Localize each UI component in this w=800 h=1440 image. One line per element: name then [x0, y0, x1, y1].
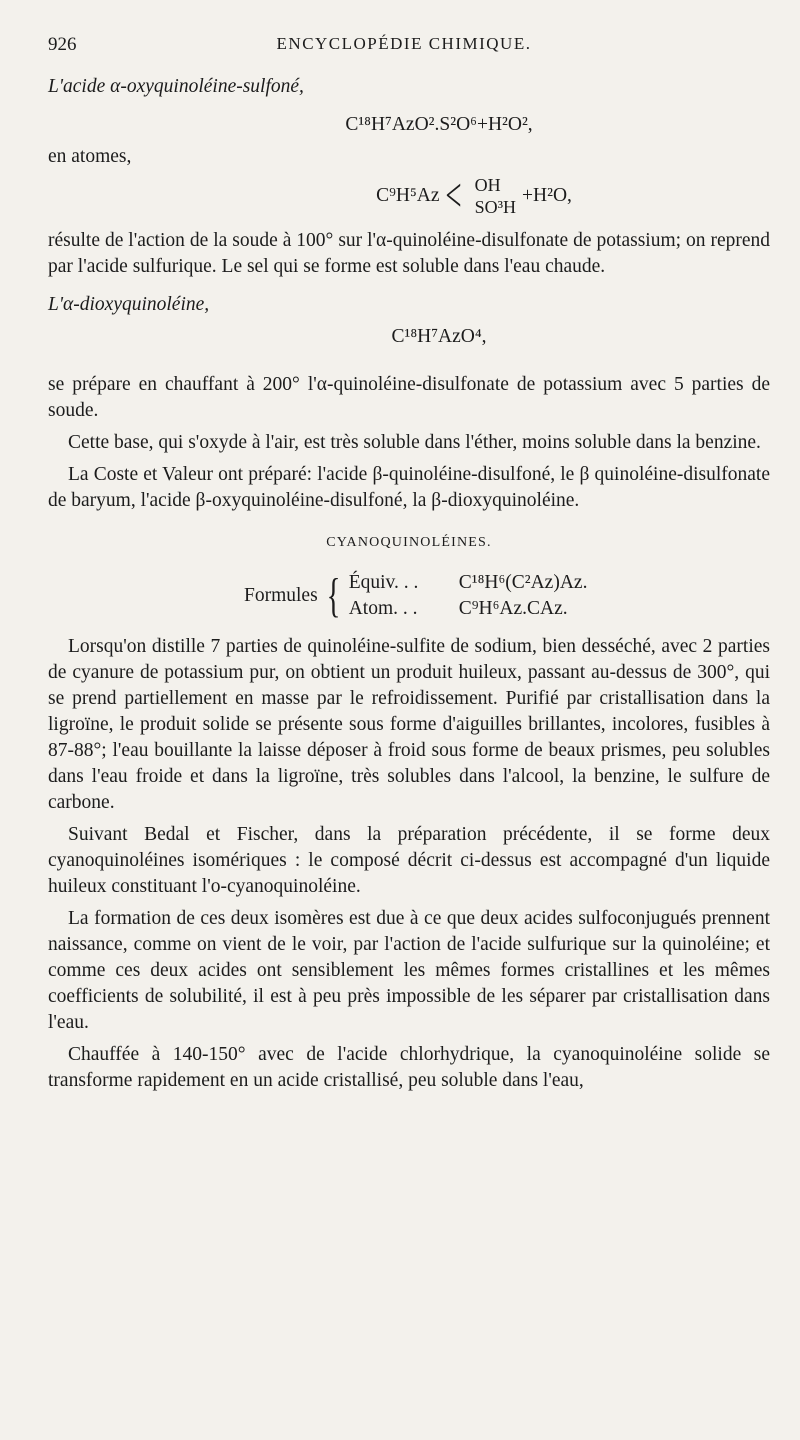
paragraph: La Coste et Valeur ont préparé: l'acide β-quinoléine-disulfoné, le β quinoléine-disulfonate de baryum, l'acide β-oxyquinoléine-disulfoné, la β-dioxyquinoléine. [48, 464, 770, 511]
paragraph: résulte de l'action de la soude à 100° sur l'α-quinoléine-disulfonate de potassium; on reprend par l'acide sulfurique. Le sel qui se forme est soluble dans l'eau chaude. [48, 230, 770, 277]
paragraph: Cette base, qui s'oxyde à l'air, est très soluble dans l'éther, moins soluble dans la benzine. [68, 432, 761, 453]
formula-value: C⁹H⁶Az.CAz. [458, 598, 568, 619]
struct-bottom: SO³H [474, 197, 517, 217]
paragraph: La formation de ces deux isomères est due à ce que deux acides sulfoconjugués prennent naissance, comme on vient de le voir, par l'action de l'acide sulfurique sur la quinoléine; et comme ces deux acides ont sensiblement les mêmes formes cristallines et les mêmes coefficients de solubilité, il est à peu près impossible de les séparer par cristallisation dans l'eau. [48, 908, 770, 1033]
page-header [48, 34, 760, 64]
structural-formula [178, 169, 770, 222]
branch-bracket: < [444, 169, 462, 222]
formula-key: Équiv. . . [348, 572, 419, 593]
paragraph: Suivant Bedal et Fischer, dans la préparation précédente, il se forme deux cyanoquinoléines isomériques : le composé décrit ci-dessus est accompagné d'un liquide huileux constituant l'o-cyanoquinoléine. [48, 824, 770, 897]
formula-row-atom [349, 596, 588, 622]
formules-label: Formules [244, 585, 318, 606]
section-heading-dioxyquinoleine: L'α-dioxyquinoléine, [48, 294, 210, 315]
struct-tail: +H²O, [522, 185, 572, 206]
formula-value: C¹⁸H⁶(C²Az)Az. [458, 572, 588, 593]
formula-row-equiv [349, 570, 588, 596]
paragraph: Chauffée à 140-150° avec de l'acide chlorhydrique, la cyanoquinoléine solide se transforme rapidement en un acide cristallisé, peu soluble dans l'eau, [48, 1044, 770, 1091]
section-title-cyanoquinoleines: CYANOQUINOLÉINES. [326, 535, 492, 550]
struct-branches [475, 174, 516, 218]
page-number: 926 [48, 34, 77, 55]
running-title: ENCYCLOPÉDIE CHIMIQUE. [276, 34, 532, 53]
formules-block [244, 570, 770, 622]
atoms-label: en atomes, [48, 146, 132, 167]
struct-base: C⁹H⁵Az [376, 185, 440, 206]
struct-top: OH [474, 175, 501, 195]
paragraph: se prépare en chauffant à 200° l'α-quinoléine-disulfonate de potassium avec 5 parties de soude. [48, 374, 770, 421]
paragraph: Lorsqu'on distille 7 parties de quinoléine-sulfite de sodium, bien desséché, avec 2 parties de cyanure de potassium pur, on obtient un produit huileux, passant au-dessus de 300°, qui se prend partiellement en masse par le refroidissement. Purifié par cristallisation dans la ligroïne, le produit solide se présente sous forme d'aiguilles brillantes, incolores, fusibles à 87-88°; l'eau bouillante la laisse déposer à froid sous forme de beaux prismes, peu solubles dans l'eau froide et dans la ligroïne, très solubles dans l'alcool, la benzine, le sulfure de carbone. [48, 636, 770, 813]
formula-dioxy: C¹⁸H⁷AzO⁴, [391, 326, 487, 347]
curly-brace: { [326, 569, 341, 622]
formula-equivalents: C¹⁸H⁷AzO².S²O⁶+H²O², [345, 114, 533, 135]
page-body [48, 74, 770, 1094]
section-heading-oxyquinoleine-sulfone: L'acide α-oxyquinoléine-sulfoné, [48, 76, 304, 97]
formula-key: Atom. . . [348, 598, 418, 619]
